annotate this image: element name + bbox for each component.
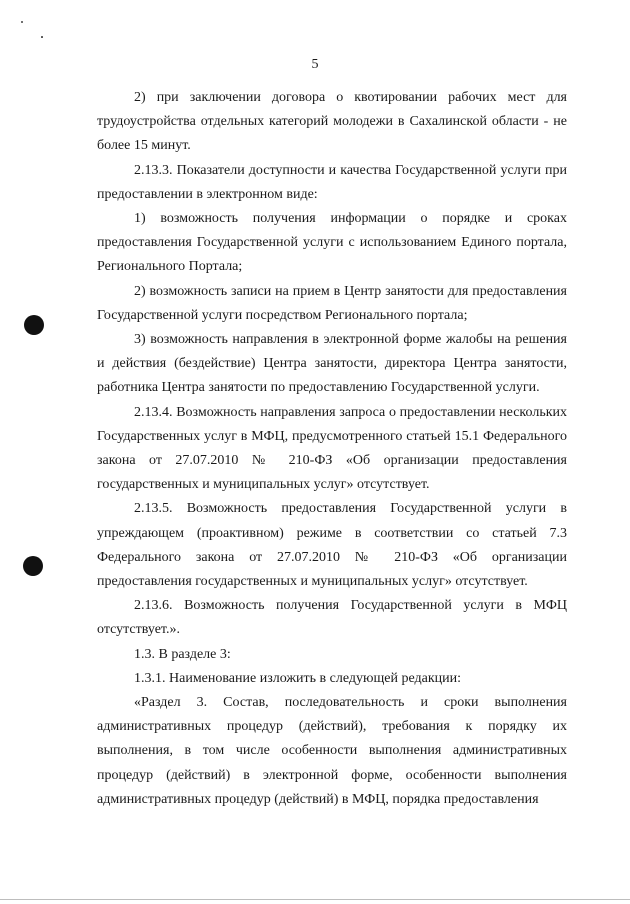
- paragraph-item-2: 2) при заключении договора о квотировании рабочих мест для трудоустройства отдельных категорий молодежи в Сахалинской области - не более 15 минут.: [97, 90, 567, 154]
- scan-speck: [41, 36, 43, 38]
- paragraph-section-3-title: «Раздел 3. Состав, последовательность и сроки выполнения административных процедур (действий), требования к порядку их выполнения, в том числе особенности выполнения административных процедур (действий) в электронной форме, особенности выполнения административных процедур (действий) в МФЦ, порядка предоставления: [97, 695, 567, 807]
- paragraph-1-3: 1.3. В разделе 3:: [134, 646, 231, 662]
- paragraph-item-3: 3) возможность направления в электронной форме жалобы на решения и действия (бездействие) Центра занятости, директора Центра занятости, работника Центра занятости по предоставлению Государственной услуги.: [97, 332, 567, 396]
- page-number: 5: [311, 57, 319, 72]
- paragraph-2-13-5: 2.13.5. Возможность предоставления Государственной услуги в упреждающем (проактивном) режиме в соответствии со статьей 7.3 Федерального закона от 27.07.2010 № 210-ФЗ «Об организации предоставления государственных и муниципальных услуг» отсутствует.: [97, 501, 567, 590]
- scan-speck: [21, 21, 23, 23]
- paragraph-2-13-6: 2.13.6. Возможность получения Государственной услуги в МФЦ отсутствует.».: [97, 598, 567, 638]
- document-body: [97, 86, 567, 812]
- punch-hole-mark: [24, 315, 44, 335]
- paragraph-item-1: 1) возможность получения информации о порядке и сроках предоставления Государственной услуги с использованием Единого портала, Регионального Портала;: [97, 211, 567, 275]
- paragraph-2-13-3: 2.13.3. Показатели доступности и качества Государственной услуги при предоставлении в электронном виде:: [97, 162, 567, 202]
- paragraph-2-13-4: 2.13.4. Возможность направления запроса о предоставлении нескольких Государственных услуг в МФЦ, предусмотренного статьей 15.1 Федерального закона от 27.07.2010 № 210-ФЗ «Об организации предоставления государственных и муниципальных услуг» отсутствует.: [97, 404, 567, 493]
- punch-hole-mark: [23, 556, 43, 576]
- paragraph-item-2b: 2) возможность записи на прием в Центр занятости для предоставления Государственной услуги посредством Регионального портала;: [97, 283, 567, 323]
- scan-bottom-edge: [0, 899, 630, 900]
- paragraph-1-3-1: 1.3.1. Наименование изложить в следующей редакции:: [134, 670, 461, 686]
